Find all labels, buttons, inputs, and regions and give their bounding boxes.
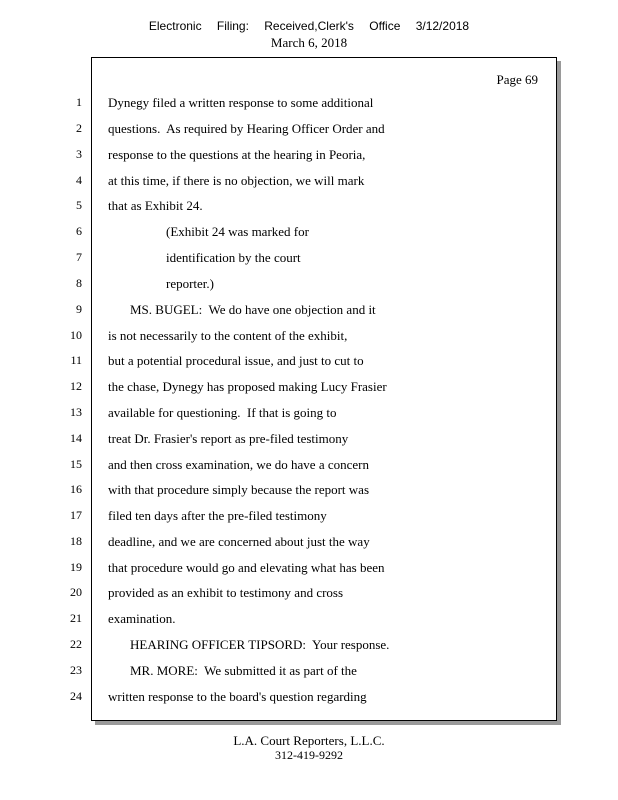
line-number: 13 bbox=[70, 405, 82, 419]
line-number: 23 bbox=[70, 663, 82, 677]
line-text: deadline, and we are concerned about just the way bbox=[108, 534, 370, 549]
line-text: provided as an exhibit to testimony and cross bbox=[108, 585, 344, 600]
line-text: examination. bbox=[108, 611, 176, 626]
line-text: response to the questions at the hearing in Peoria, bbox=[108, 147, 366, 162]
line-text: Dynegy filed a written response to some additional bbox=[108, 95, 374, 110]
line-text: but a potential procedural issue, and just to cut to bbox=[108, 353, 364, 368]
line-text: reporter.) bbox=[166, 276, 215, 291]
line-number: 10 bbox=[70, 328, 82, 342]
line-text: the chase, Dynegy has proposed making Lucy Frasier bbox=[108, 379, 387, 394]
line-number: 16 bbox=[70, 482, 82, 496]
line-number: 12 bbox=[70, 379, 82, 393]
line-text: written response to the board's question regarding bbox=[108, 689, 367, 704]
line-text: (Exhibit 24 was marked for bbox=[166, 224, 309, 239]
line-number: 14 bbox=[70, 431, 82, 445]
line-text: that as Exhibit 24. bbox=[108, 198, 203, 213]
line-number: 4 bbox=[76, 173, 82, 187]
line-number: 1 bbox=[76, 95, 82, 109]
line-number: 11 bbox=[70, 353, 82, 367]
line-text: filed ten days after the pre-filed testimony bbox=[108, 508, 327, 523]
line-number: 19 bbox=[70, 560, 82, 574]
filing-date: March 6, 2018 bbox=[270, 35, 348, 50]
line-text: identification by the court bbox=[166, 250, 301, 265]
line-number: 6 bbox=[76, 224, 82, 238]
court-reporter-name: L.A. Court Reporters, L.L.C. bbox=[233, 733, 385, 748]
line-number: 20 bbox=[70, 585, 82, 599]
line-number: 21 bbox=[70, 611, 82, 625]
line-number: 17 bbox=[70, 508, 82, 522]
filing-stamp: Electronic Filing: Received,Clerk's Office 3/12/2018 bbox=[148, 19, 470, 33]
line-number: 24 bbox=[70, 689, 82, 703]
line-text: treat Dr. Frasier's report as pre-filed testimony bbox=[108, 431, 349, 446]
line-number: 18 bbox=[70, 534, 82, 548]
line-number: 7 bbox=[76, 250, 82, 264]
line-number: 9 bbox=[76, 302, 82, 316]
line-number: 22 bbox=[70, 637, 82, 651]
line-text: with that procedure simply because the report was bbox=[108, 482, 369, 497]
court-reporter-phone: 312-419-9292 bbox=[275, 748, 343, 762]
line-text: that procedure would go and elevating what has been bbox=[108, 560, 385, 575]
line-number: 3 bbox=[76, 147, 82, 161]
line-text: MS. BUGEL: We do have one objection and it bbox=[130, 302, 376, 317]
line-number: 2 bbox=[76, 121, 82, 135]
line-text: HEARING OFFICER TIPSORD: Your response. bbox=[130, 637, 390, 652]
line-number: 8 bbox=[76, 276, 82, 290]
line-number: 5 bbox=[76, 198, 82, 212]
line-text: and then cross examination, we do have a concern bbox=[108, 457, 369, 472]
line-text: at this time, if there is no objection, we will mark bbox=[108, 173, 365, 188]
line-number: 15 bbox=[70, 457, 82, 471]
line-text: available for questioning. If that is going to bbox=[108, 405, 337, 420]
line-text: is not necessarily to the content of the exhibit, bbox=[108, 328, 348, 343]
page-number: Page 69 bbox=[496, 72, 538, 87]
line-text: questions. As required by Hearing Officer Order and bbox=[108, 121, 385, 136]
line-text: MR. MORE: We submitted it as part of the bbox=[130, 663, 357, 678]
